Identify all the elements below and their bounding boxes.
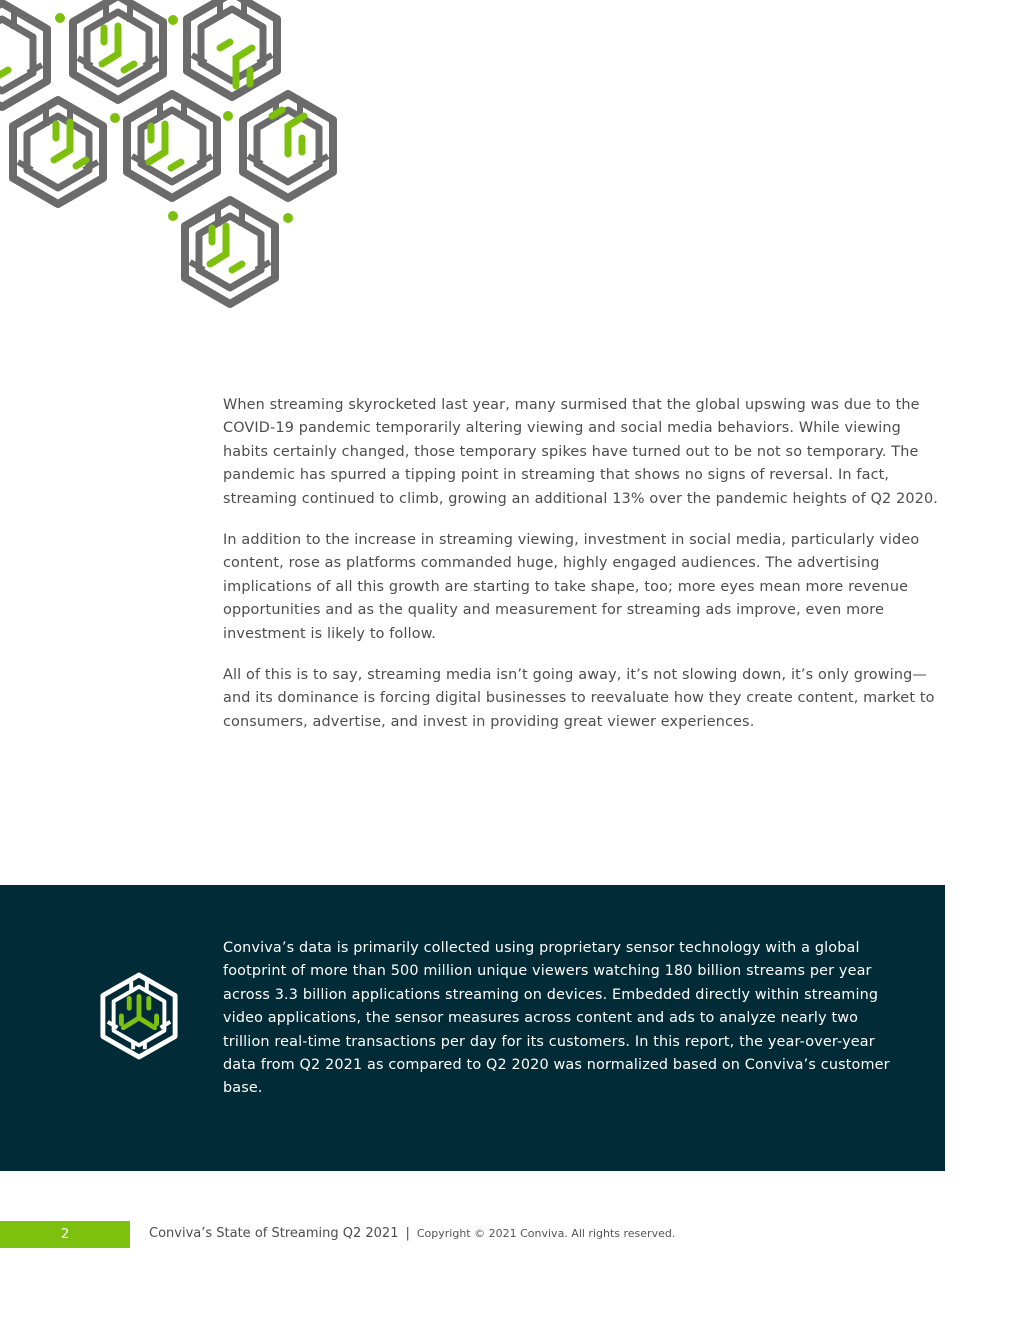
hexagon-pattern-icon (0, 0, 350, 315)
copyright-text: Copyright © 2021 Conviva. All rights reserved. (416, 1227, 676, 1240)
footer-separator: | (405, 1226, 410, 1241)
conviva-logo-icon (98, 971, 180, 1061)
intro-paragraph: All of this is to say, streaming media isn’t going away, it’s not slowing down, it’s only growing—and its dominance is forcing digital businesses to reevaluate how they create content, market to consumers, advertise, and invest in providing great viewer experiences. (223, 667, 935, 730)
page-number-badge (0, 1221, 130, 1248)
intro-text (223, 394, 945, 752)
data-methodology-text: Conviva’s data is primarily collected using proprietary sensor technology with a global footprint of more than 500 million unique viewers watching 180 billion streams per year across 3.3 billion applications streaming on devices. Embedded directly within streaming video applications, the sensor measures across content and ads to analyze nearly two trillion real-time transactions per day for its customers. In this report, the year-over-year data from Q2 2021 as compared to Q2 2020 was normalized based on Conviva’s customer base. (223, 940, 890, 1097)
intro-paragraph: When streaming skyrocketed last year, many surmised that the global upswing was due to the COVID-19 pandemic temporarily altering viewing and social media behaviors. While viewing habits certainly changed, those temporary spikes have turned out to be not so temporary. The pandemic has spurred a tipping point in streaming that shows no signs of reversal. In fact, streaming continued to climb, growing an additional 13% over the pandemic heights of Q2 2020. (223, 397, 939, 507)
footer (149, 1224, 675, 1244)
intro-paragraph: In addition to the increase in streaming viewing, investment in social media, particularly video content, rose as platforms commanded huge, highly engaged audiences. The advertising implications of all this growth are starting to take shape, too; more eyes mean more revenue opportunities and as the quality and measurement for streaming ads improve, even more investment is likely to follow. (223, 532, 920, 642)
page-number: 2 (60, 1227, 70, 1242)
report-title: Conviva’s State of Streaming Q2 2021 (149, 1226, 399, 1241)
